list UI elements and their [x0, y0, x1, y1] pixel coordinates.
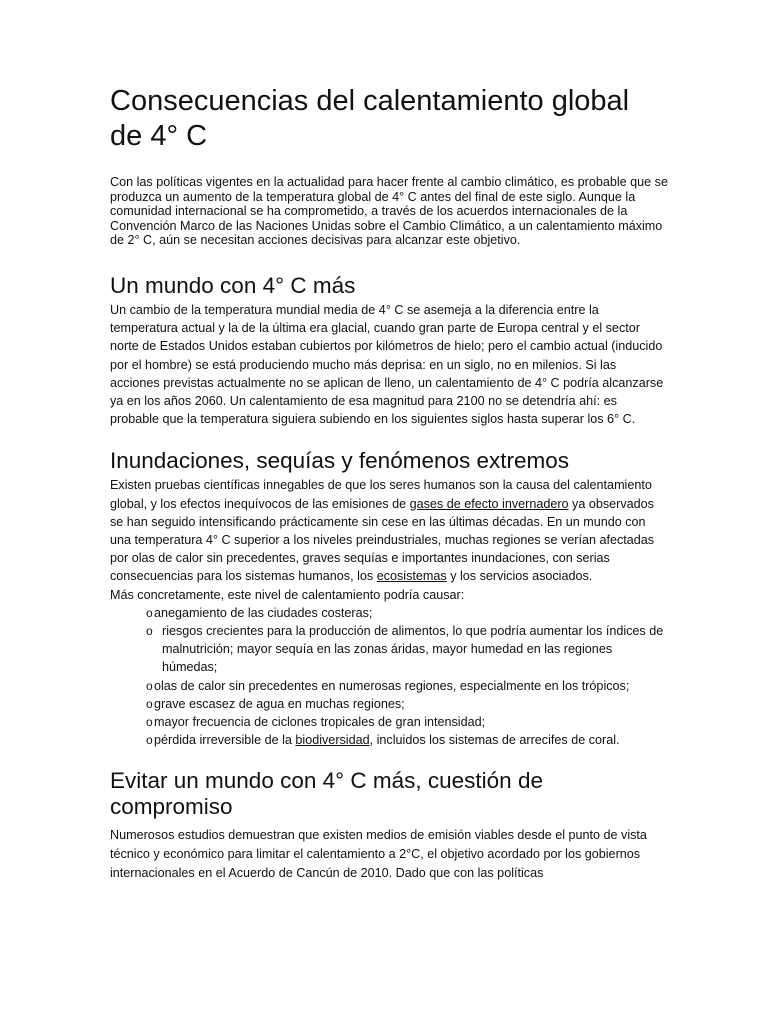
section-heading-evitar: Evitar un mundo con 4° C más, cuestión de compromiso [110, 768, 543, 820]
list-item [146, 731, 668, 749]
list-item-text: pérdida irreversible de la [154, 733, 296, 748]
link-gases-efecto-invernadero[interactable]: gases de efecto invernadero [409, 496, 569, 511]
section-heading-inundaciones: Inundaciones, sequías y fenómenos extremos [110, 448, 570, 474]
list-item-text: , incluidos los sistemas de arrecifes de coral. [369, 733, 620, 748]
intro-paragraph: Con las políticas vigentes en la actualidad para hacer frente al cambio climático, es probable que se produzca un aumento de la temperatura global de 4° C antes del final de este siglo. Aunque la comunidad internacional se ha comprometido, a través de los acuerdos internacionales de la Convención Marco de las Naciones Unidas sobre el Cambio Climático, a un calentamiento máximo de 2° C, aún se necesitan acciones decisivas para alcanzar este objetivo. [110, 175, 668, 248]
body-text: Existen pruebas científicas innegables de que los seres humanos son la causa del calentamiento global, y los efectos inequívocos de las emisiones de [110, 478, 652, 511]
consequences-list [110, 604, 668, 750]
list-item: o anegamiento de las ciudades costeras; [146, 604, 668, 622]
section-body-inundaciones [110, 476, 668, 585]
section-inundaciones [110, 447, 668, 749]
list-lead: Más concretamente, este nivel de calentamiento podría causar: [110, 587, 465, 602]
page-title: Consecuencias del calentamiento global de 4° C [110, 85, 630, 152]
link-ecosistemas[interactable]: ecosistemas [376, 569, 447, 584]
link-biodiversidad[interactable]: biodiversidad [295, 733, 370, 748]
list-item [146, 622, 668, 677]
body-text: y los servicios asociados. [446, 569, 593, 584]
list-item: o grave escasez de agua en muchas regiones; [146, 695, 668, 713]
section-heading-un-mundo: Un mundo con 4° C más [110, 272, 356, 298]
list-item: o olas de calor sin precedentes en numerosas regiones, especialmente en los trópicos; [146, 677, 668, 695]
section-evitar [110, 768, 668, 883]
section-un-mundo [110, 272, 668, 428]
body-text: ya observados se han seguido intensificando prácticamente sin cese en las últimas décadas. En un mundo con una temperatura 4° C superior a los niveles preindustriales, muchas regiones se verían afectadas por olas de calor sin precedentes, graves sequías e importantes inundaciones, con serias consecuencias para los sistemas humanos, los [110, 496, 655, 584]
list-item-text: o riesgos crecientes para la producción de alimentos, lo que podría aumentar los índices de malnutrición; mayor sequía en las zonas áridas, mayor humedad en las regiones húmedas; [162, 624, 664, 675]
section-body-evitar: Numerosos estudios demuestran que existen medios de emisión viables desde el punto de vista técnico y económico para limitar el calentamiento a 2°C, el objetivo acordado por los gobiernos internacionales en el Acuerdo de Cancún de 2010. Dado que con las políticas [110, 828, 647, 881]
section-body-un-mundo: Un cambio de la temperatura mundial media de 4° C se asemeja a la diferencia entre la temperatura actual y la de la última era glacial, cuando gran parte de Europa central y el sector norte de Estados Unidos estaban cubiertos por kilómetros de hielo; pero el cambio actual (inducido por el hombre) se está produciendo mucho más deprisa: en un siglo, no en milenios. Si las acciones previstas actualmente no se aplican de lleno, un calentamiento de 4° C podría alcanzarse ya en los años 2060. Un calentamiento de esa magnitud para 2100 no se detendría ahí: es probable que la temperatura siguiera subiendo en los siguientes siglos hasta superar los 6° C. [110, 302, 664, 427]
list-item: o mayor frecuencia de ciclones tropicales de gran intensidad; [146, 713, 668, 731]
